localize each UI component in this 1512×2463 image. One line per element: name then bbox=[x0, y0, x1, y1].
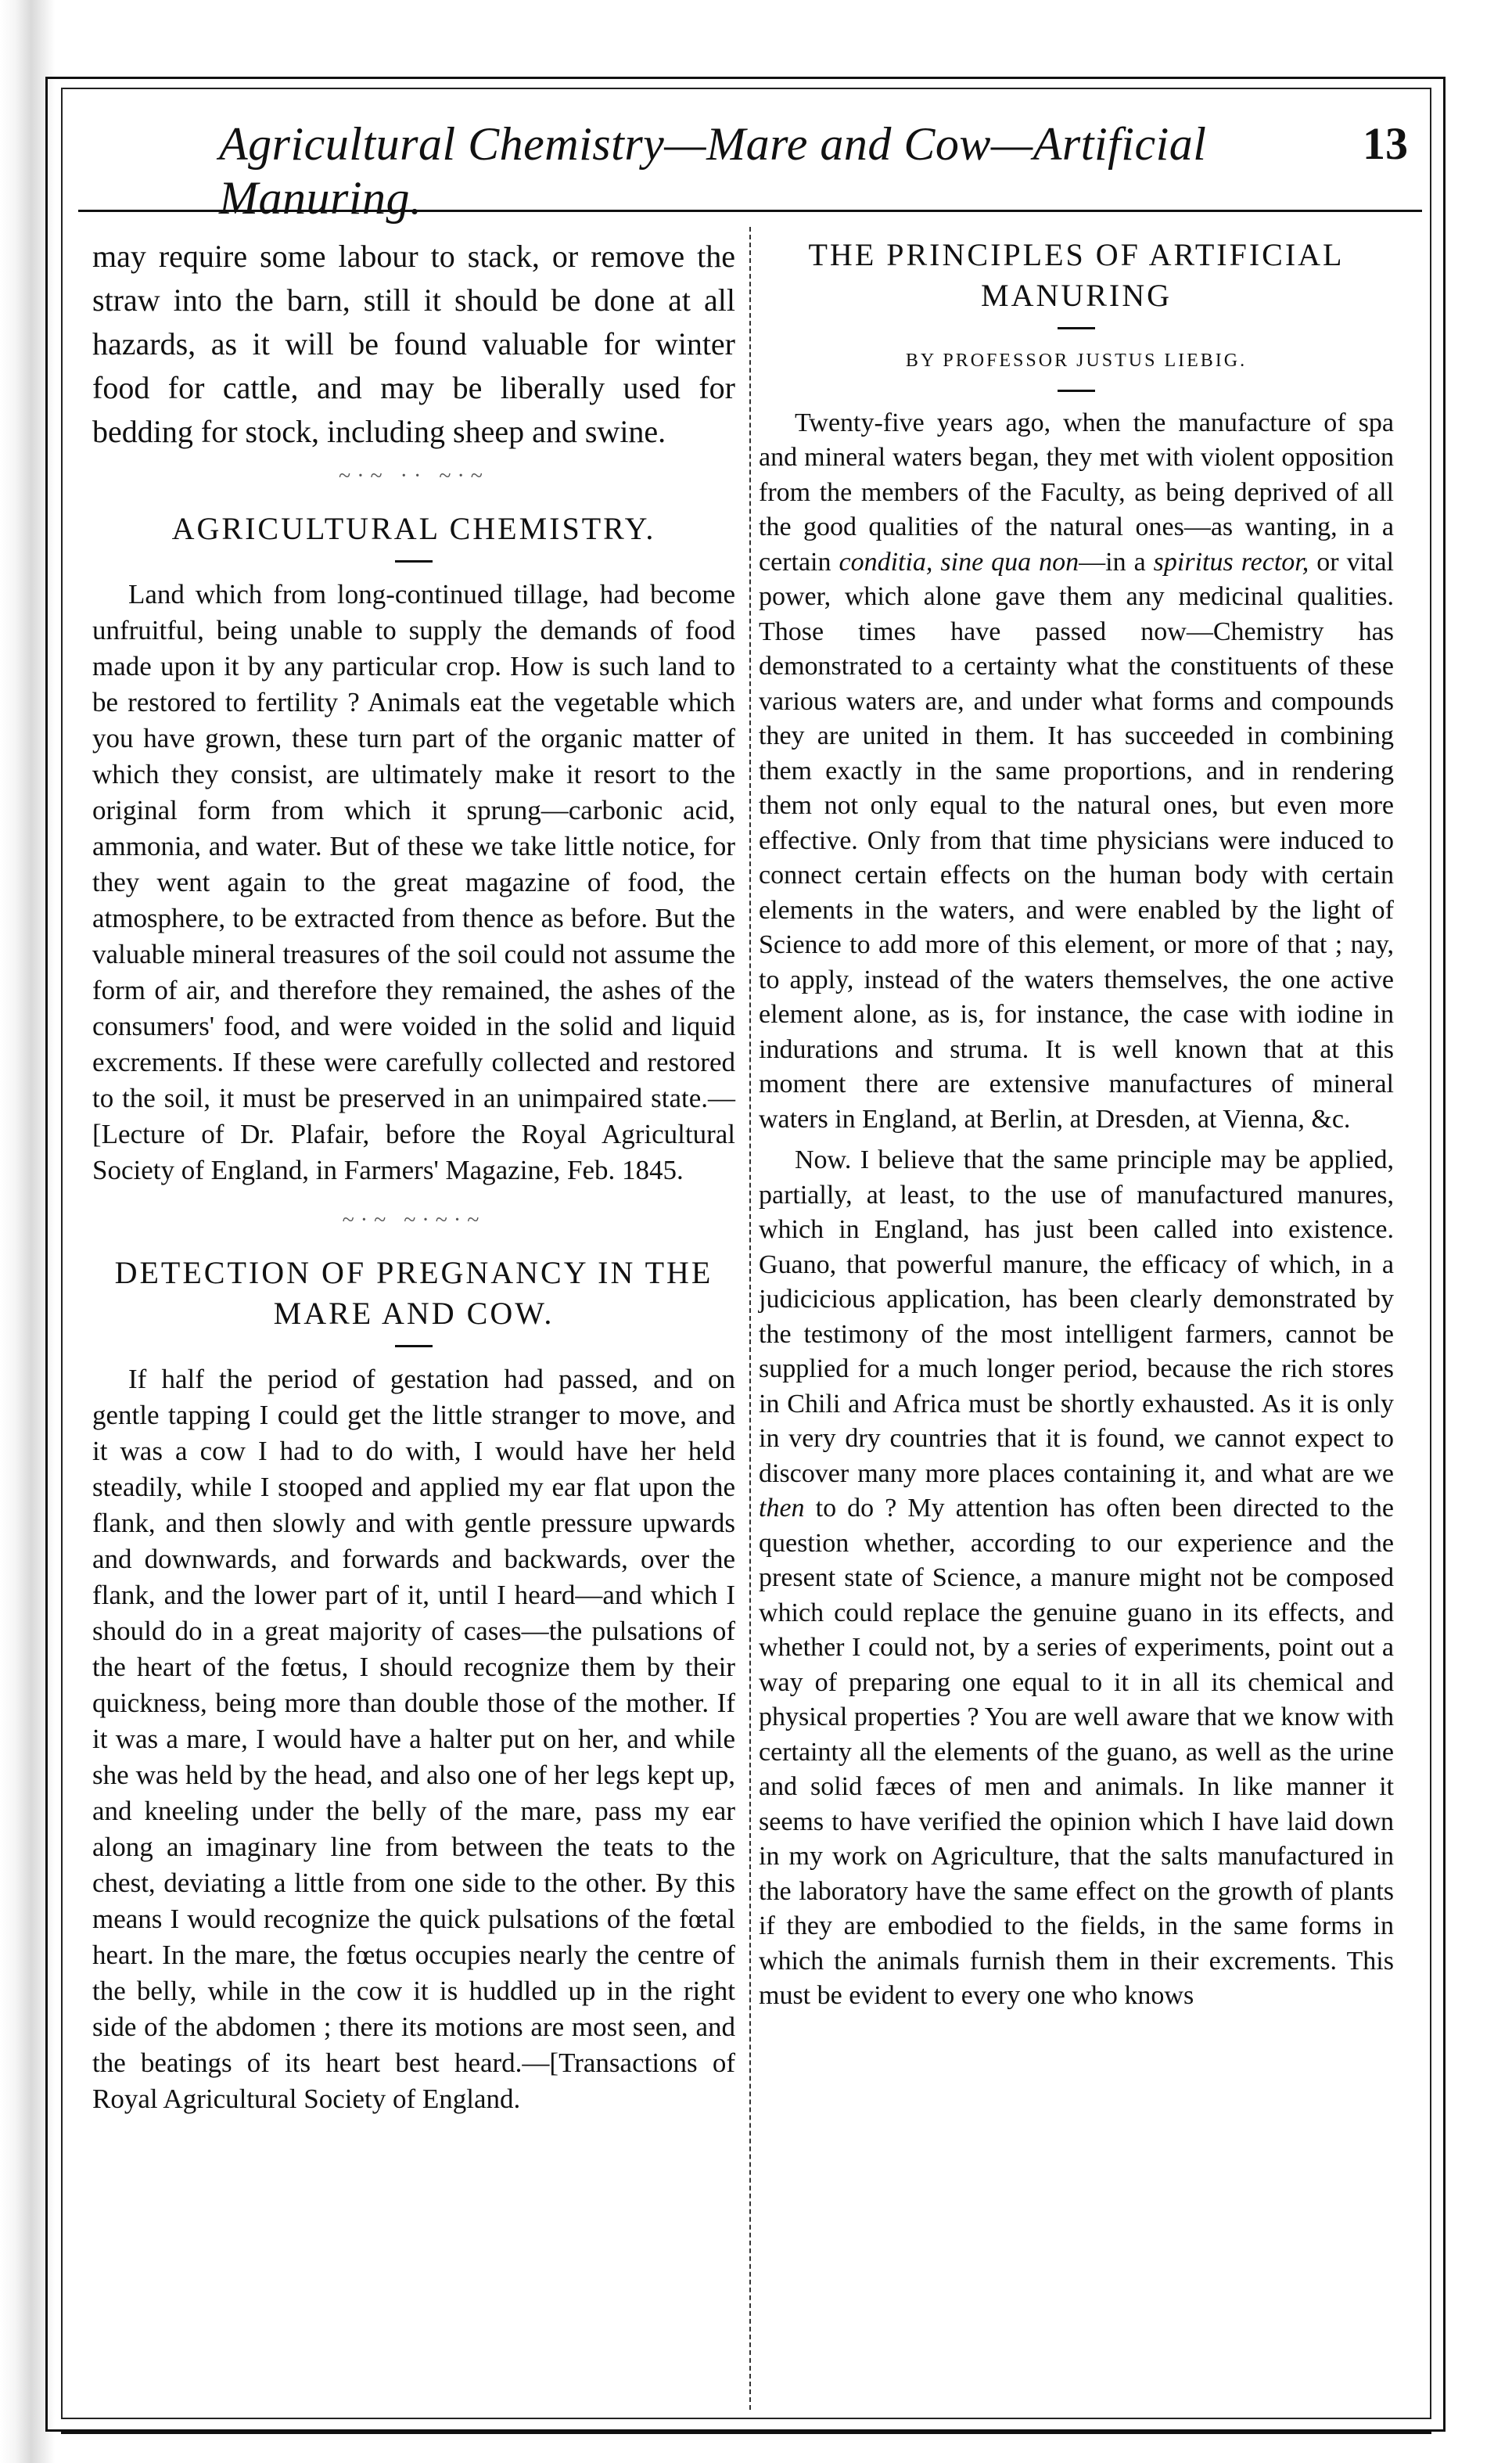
latin-phrase: spiritus rector, bbox=[1153, 547, 1309, 577]
heading-dash bbox=[395, 1345, 433, 1347]
column-divider bbox=[749, 227, 751, 2410]
section-ornament: ~·~ ·· ~·~ bbox=[339, 464, 489, 488]
heading-dash bbox=[1058, 327, 1095, 329]
article-heading-line1: THE PRINCIPLES OF ARTIFICIAL bbox=[808, 237, 1345, 272]
paragraph-text: Twenty-five years ago, when the manufacture of spa and mineral waters began, they met with violent opposition from the members of the Faculty, as being deprived of all the good qualities of the natural ones—as wanting, in a certain bbox=[759, 408, 1394, 577]
emphasis-word: then bbox=[759, 1494, 805, 1523]
running-header bbox=[78, 110, 1408, 224]
artificial-manuring-paragraph-2 bbox=[759, 1143, 1394, 2014]
paragraph-text: to do ? My attention has often been directed to the question whether, according to our experience and the present state of Science, a manure might not be composed which could replace the genuine guano in its effects, and whether I could not, by a series of experiments, point out a way of preparing one equal to it in all its chemical and physical properties ? You are well aware that we know with certainty all the elements of the guano, as well as the urine and solid fæces of men and animals. In like manner it seems to have verified the opinion which I have laid down in my work on Agriculture, that the salts manufactured in the laboratory have the same effect on the growth of plants if they are embodied to the fields, in the same forms in which the animals furnish them in their excrements. This must be evident to every one who knows bbox=[759, 1494, 1394, 2010]
pregnancy-detection-body: If half the period of gestation had passed, and on gentle tapping I could get the little stranger to move, and it was a cow I had to do with, I would have her held steadily, while I stooped and applied my ear flat upon the flank, and then slowly and with gentle pressure upwards and downwards, and forwards and backwards, over the flank, and the lower part of it, until I heard—and which I should do in a great majority of cases—the pulsations of the heart of the fœtus, I should recognize them by their quickness, being more than double those of the mother. If it was a mare, I would have a halter put on her, and while she was held by the head, and also one of her legs kept up, and kneeling under the belly of the mare, pass my ear along an imaginary line from between the teats to the chest, deviating a little from one side to the other. By this means I would recognize the quick pulsations of the fœtal heart. In the mare, the fœtus occupies nearly the centre of the belly, while in the cow it is huddled up in the right side of the abdomen ; there its motions are most seen, and the beatings of its heart best heard.—[Transactions of Royal Agricultural Society of England. bbox=[92, 1364, 735, 2114]
section-heading-agricultural-chemistry: AGRICULTURAL CHEMISTRY. bbox=[171, 511, 656, 546]
left-column bbox=[92, 235, 735, 2117]
paragraph-text: or vital power, which alone gave them any medicinal qualities. Those times have passed now—Chemistry has demonstrated to a certainty what the constituents of these various waters are, and under what forms and compounds they are united in them. It has succeeded in combining them exactly in the same proportions, and in rendering them not only equal to the natural ones, but even more effective. Only from that time physicians were induced to connect certain effects on the human body with certain elements in the waters, and were enabled by the light of Science to add more of this element, or more of that ; nay, to apply, instead of the waters themselves, the one active element alone, as is, for instance, the case with iodine in indurations and struma. It is well known that at this moment there are extensive manufactures of mineral waters in England, at Berlin, at Dresden, at Vienna, &c. bbox=[759, 547, 1394, 1134]
byline: BY PROFESSOR JUSTUS LIEBIG. bbox=[905, 351, 1248, 371]
article-heading-line2: MANURING bbox=[981, 278, 1172, 313]
paragraph-text: Now. I believe that the same principle may be applied, partially, at least, to the use of manufactured manures, which in England, has just been called into existence. Guano, that powerful manure, the efficacy of which, in a judicicious application, has been clearly demonstrated by the testimony of the most intelligent farmers, cannot be supplied for a much longer period, because the rich stores in Chili and Africa must be shortly exhausted. As it is only in very dry countries that it is found, we cannot expect to discover many more places containing it, and what are we bbox=[759, 1145, 1394, 1488]
header-rule bbox=[78, 210, 1422, 212]
right-column bbox=[759, 235, 1394, 2014]
running-title: Agricultural Chemistry—Mare and Cow—Artificial Manuring. bbox=[219, 118, 1207, 224]
paragraph-text: —in a bbox=[1079, 547, 1154, 577]
section-ornament: ~·~ ~·~·~ bbox=[342, 1208, 486, 1232]
artificial-manuring-paragraph-1 bbox=[759, 406, 1394, 1138]
heading-dash bbox=[395, 560, 433, 563]
page-number: 13 bbox=[1363, 118, 1408, 169]
bottom-rule bbox=[61, 2432, 1431, 2434]
latin-phrase: conditia, sine qua non bbox=[839, 547, 1079, 577]
section-heading-pregnancy-line1: DETECTION OF PREGNANCY IN THE bbox=[114, 1255, 713, 1290]
continued-paragraph: may require some labour to stack, or remove the straw into the barn, still it should be done at all hazards, as it will be found valuable for winter food for cattle, and may be liberally used for bedding for stock, including sheep and swine. bbox=[92, 239, 735, 449]
section-heading-pregnancy-line2: MARE AND COW. bbox=[273, 1296, 555, 1331]
agricultural-chemistry-body: Land which from long-continued tillage, had become unfruitful, being unable to supply the demands of food made upon it by any particular crop. How is such land to be restored to fertility ? Animals eat the vegetable which you have grown, these turn part of the organic matter of which they consist, are ultimately make it resort to the original form from which it sprung—carbonic acid, ammonia, and water. But of these we take little notice, for they went again to the great magazine of food, the atmosphere, to be extracted from thence as before. But the valuable mineral treasures of the soil could not assume the form of air, and therefore they remained, the ashes of the consumers' food, and were voided in the solid and liquid excrements. If these were carefully collected and restored to the soil, it must be preserved in an unimpaired state.—[Lecture of Dr. Plafair, before the Royal Agricultural Society of England, in Farmers' Magazine, Feb. 1845. bbox=[92, 579, 735, 1185]
heading-dash bbox=[1058, 390, 1095, 392]
